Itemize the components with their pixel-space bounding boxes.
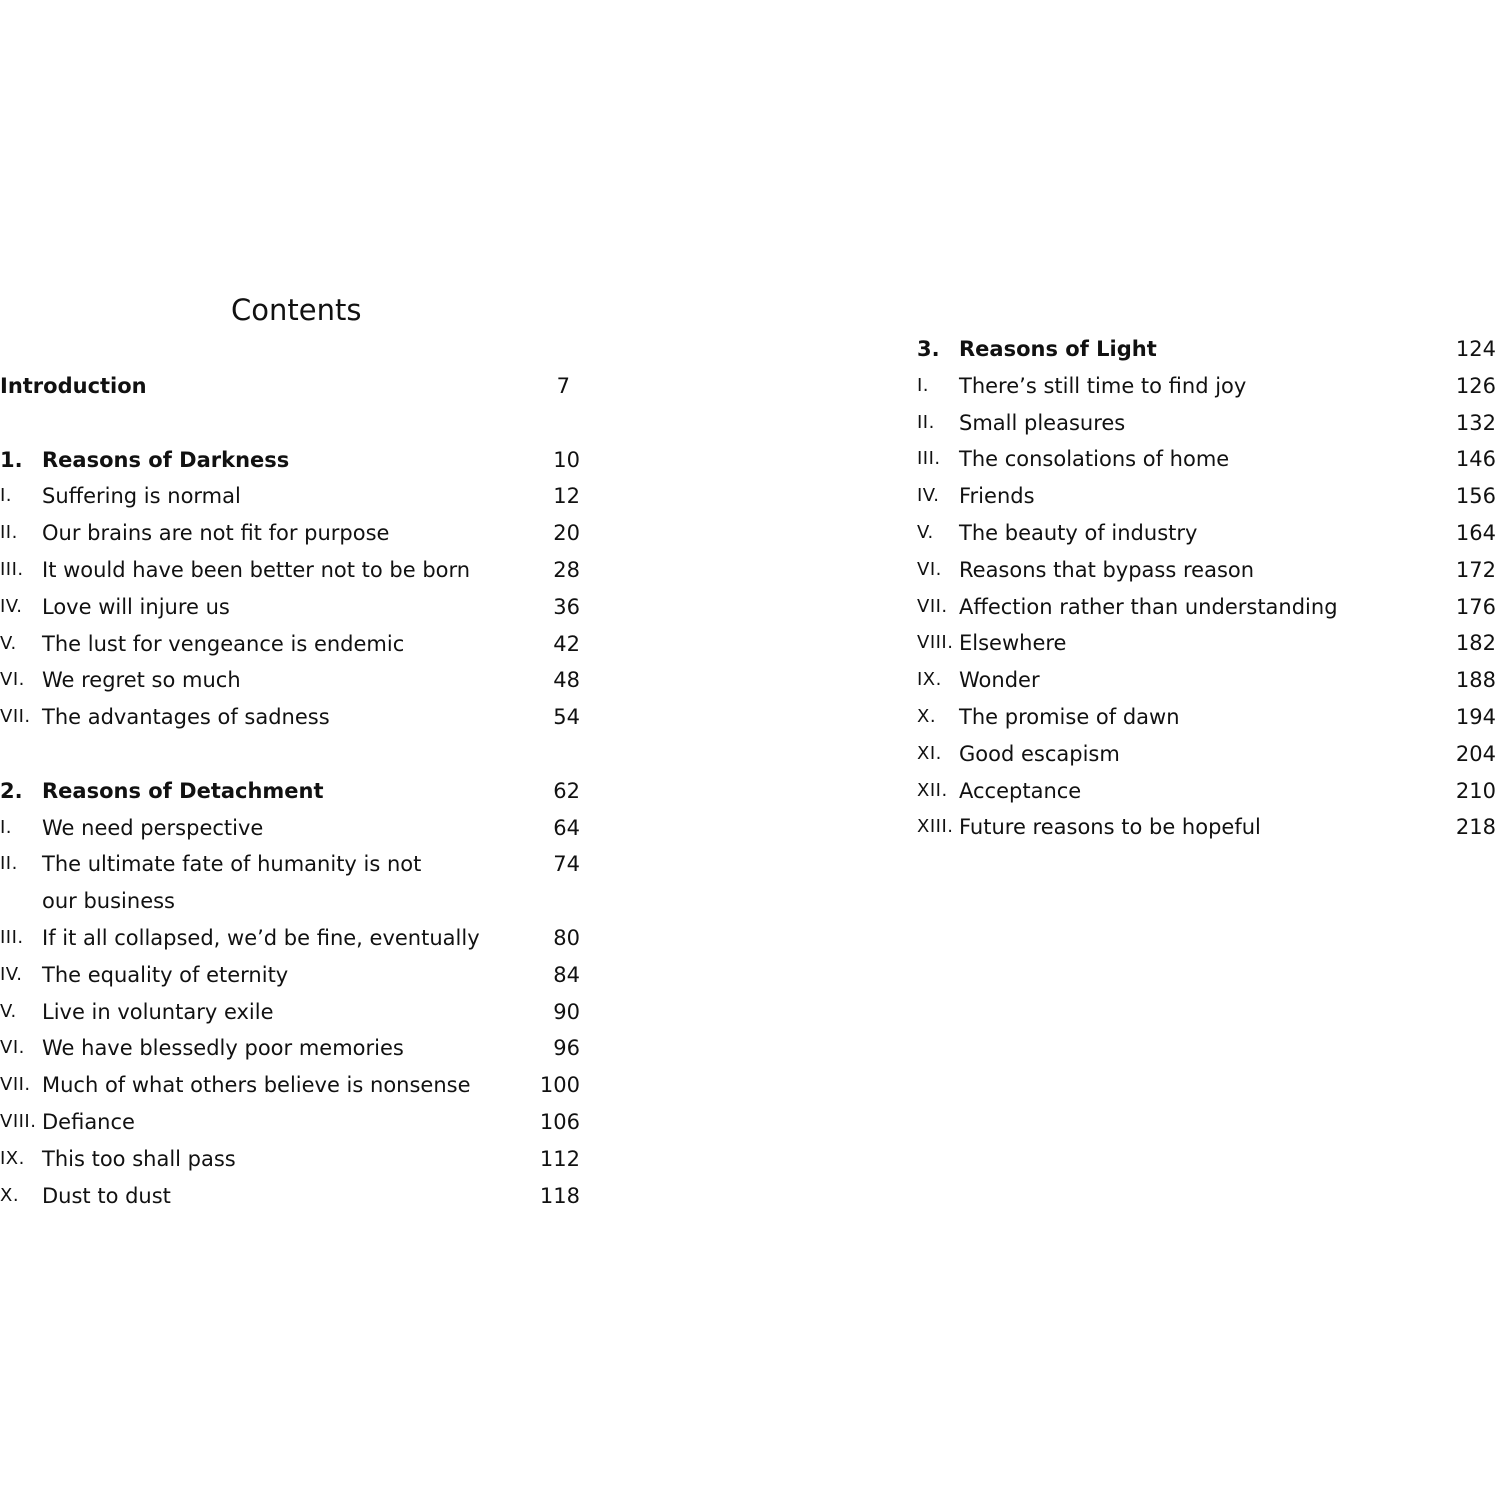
toc-entry[interactable] [0,1178,600,1215]
toc-entry[interactable] [917,773,1500,810]
entry-numeral: XIII. [917,816,954,838]
toc-entry[interactable] [917,515,1500,552]
toc-entry[interactable] [0,957,600,994]
entry-page: 146 [1455,447,1496,472]
section-page: 10 [553,447,580,472]
toc-entry[interactable] [917,699,1500,736]
entry-page: 74 [553,852,580,877]
entry-numeral: V. [0,1000,17,1022]
entry-page: 210 [1455,778,1496,803]
toc-entry[interactable] [917,368,1500,405]
entry-page: 80 [553,925,580,950]
entry-numeral: VI. [917,558,942,580]
section-1-items [0,478,600,736]
entry-page: 204 [1455,741,1496,766]
entry-label: Introduction [0,374,147,398]
entry-page: 96 [553,1036,580,1061]
toc-entry-introduction[interactable] [0,368,600,405]
toc-entry[interactable] [917,662,1500,699]
entry-page: 36 [553,594,580,619]
entry-label: The advantages of sadness [42,705,330,730]
entry-numeral: X. [0,1184,20,1206]
entry-numeral: II. [0,522,18,544]
entry-numeral: III. [0,558,24,580]
entry-page: 42 [553,631,580,656]
entry-label: Dust to dust [42,1183,171,1208]
entry-page: 218 [1455,815,1496,840]
entry-numeral: XII. [917,779,948,801]
toc-entry[interactable] [0,1030,600,1067]
entry-label: The ultimate fate of humanity is not [42,852,422,877]
section-spacer [0,405,600,442]
toc-entry[interactable] [917,625,1500,662]
toc-entry[interactable] [0,552,600,589]
toc-entry[interactable] [917,478,1500,515]
toc-entry-continuation [0,883,600,920]
entry-page: 118 [539,1183,580,1208]
section-title: Reasons of Light [959,337,1157,361]
entry-label: This too shall pass [42,1146,236,1171]
entry-label: Good escapism [959,741,1120,766]
entry-page: 132 [1455,410,1496,435]
entry-label: The promise of dawn [959,704,1180,729]
entry-numeral: VII. [917,595,948,617]
toc-entry[interactable] [0,1067,600,1104]
entry-label: Affection rather than understanding [959,594,1338,619]
toc-entry[interactable] [0,920,600,957]
entry-label: The consolations of home [959,447,1230,472]
entry-numeral: VIII. [0,1110,37,1132]
entry-numeral: X. [917,705,937,727]
entry-page: 182 [1455,631,1496,656]
entry-page: 176 [1455,594,1496,619]
toc-entry[interactable] [0,515,600,552]
section-page: 124 [1455,337,1496,361]
entry-page: 172 [1455,557,1496,582]
entry-label: The lust for vengeance is endemic [42,631,405,656]
entry-label: Wonder [959,668,1040,693]
entry-page: 90 [553,999,580,1024]
entry-label-continuation: our business [42,889,175,914]
entry-numeral: III. [917,448,941,470]
contents-right-column [917,331,1500,846]
section-number: 1. [0,447,23,472]
entry-numeral: IV. [0,963,23,985]
toc-entry[interactable] [917,589,1500,626]
entry-numeral: I. [0,485,13,507]
entry-label: Acceptance [959,778,1082,803]
entry-page: 64 [553,815,580,840]
toc-entry[interactable] [917,809,1500,846]
entry-numeral: VI. [0,669,25,691]
entry-label: The beauty of industry [959,520,1198,545]
entry-page: 100 [539,1073,580,1098]
entry-label: Small pleasures [959,410,1126,435]
entry-page: 12 [553,484,580,509]
entry-label: We need perspective [42,815,264,840]
section-3-items [917,368,1500,846]
entry-numeral: I. [0,816,13,838]
entry-label: Reasons that bypass reason [959,557,1255,582]
entry-numeral: IV. [0,595,23,617]
contents-left-column [0,368,600,1214]
entry-numeral: VII. [0,1074,31,1096]
entry-label: The equality of eternity [42,962,289,987]
section-2-items [0,810,600,1215]
entry-label: Love will injure us [42,594,230,619]
entry-numeral: V. [917,521,934,543]
toc-entry[interactable] [917,405,1500,442]
toc-entry[interactable] [917,552,1500,589]
entry-label: We have blessedly poor memories [42,1036,404,1061]
entry-numeral: IV. [917,485,940,507]
entry-label: Elsewhere [959,631,1067,656]
entry-label: Suffering is normal [42,484,241,509]
entry-page: 7 [556,374,570,398]
entry-label: Future reasons to be hopeful [959,815,1261,840]
entry-page: 54 [553,705,580,730]
toc-entry[interactable] [0,589,600,626]
entry-label: It would have been better not to be born [42,557,471,582]
toc-entry[interactable] [0,994,600,1031]
entry-page: 20 [553,521,580,546]
entry-page: 126 [1455,373,1496,398]
entry-label: There’s still time to find joy [959,373,1247,398]
entry-page: 106 [539,1109,580,1134]
entry-numeral: II. [0,853,18,875]
entry-label: Defiance [42,1109,135,1134]
entry-numeral: XI. [917,742,942,764]
entry-page: 84 [553,962,580,987]
toc-section-2[interactable] [0,773,600,810]
entry-numeral: VII. [0,706,31,728]
entry-page: 112 [539,1146,580,1171]
entry-label: Much of what others believe is nonsense [42,1073,471,1098]
toc-entry[interactable] [0,626,600,663]
entry-page: 156 [1455,484,1496,509]
toc-entry[interactable] [0,810,600,847]
section-spacer [0,736,600,773]
section-number: 3. [917,337,940,361]
toc-entry[interactable] [0,846,600,883]
toc-section-1[interactable] [0,442,600,479]
entry-page: 164 [1455,520,1496,545]
entry-numeral: I. [917,374,930,396]
entry-numeral: III. [0,926,24,948]
section-page: 62 [553,778,580,803]
toc-entry[interactable] [0,699,600,736]
toc-entry[interactable] [0,478,600,515]
section-title: Reasons of Darkness [42,447,290,472]
entry-numeral: IX. [917,669,942,691]
entry-numeral: V. [0,632,17,654]
entry-numeral: VIII. [917,632,954,654]
entry-page: 188 [1455,668,1496,693]
entry-numeral: IX. [0,1147,25,1169]
entry-page: 48 [553,668,580,693]
section-number: 2. [0,778,23,803]
toc-entry[interactable] [0,1141,600,1178]
toc-section-3[interactable] [917,331,1500,368]
section-title: Reasons of Detachment [42,778,324,803]
toc-entry[interactable] [0,1104,600,1141]
entry-page: 28 [553,557,580,582]
entry-numeral: VI. [0,1037,25,1059]
entry-label: We regret so much [42,668,241,693]
page-title: Contents [231,293,362,327]
toc-entry[interactable] [917,736,1500,773]
toc-entry[interactable] [917,441,1500,478]
entry-label: If it all collapsed, we’d be fine, eventually [42,925,480,950]
entry-label: Live in voluntary exile [42,999,274,1024]
toc-entry[interactable] [0,662,600,699]
entry-label: Friends [959,484,1035,509]
entry-numeral: II. [917,411,935,433]
entry-label: Our brains are not fit for purpose [42,521,390,546]
entry-page: 194 [1455,704,1496,729]
